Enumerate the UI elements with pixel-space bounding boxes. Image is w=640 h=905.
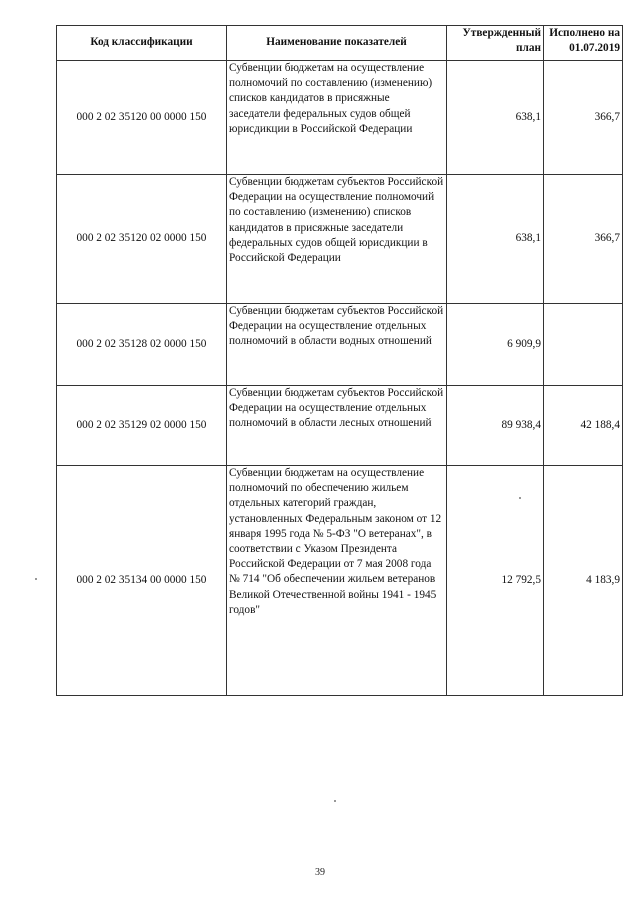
- table-row: [57, 61, 623, 175]
- row-done: [544, 304, 623, 386]
- header-code: Код классификации: [57, 26, 227, 61]
- header-plan: Утвержденный план: [447, 26, 544, 61]
- row-name: Субвенции бюджетам субъектов Российской Федерации на осуществление отдельных полномочий в области водных отношений: [227, 304, 447, 386]
- row-name: Субвенции бюджетам субъектов Российской Федерации на осуществление полномочий по составлению (изменению) списков кандидатов в присяжные заседатели федеральных судов общей юрисдикции в Российской Федерации: [227, 175, 447, 304]
- row-code: 000 2 02 35129 02 0000 150: [57, 386, 227, 466]
- table-header-row: [57, 26, 623, 61]
- row-code: 000 2 02 35120 02 0000 150: [57, 175, 227, 304]
- row-plan: 89 938,4: [447, 386, 544, 466]
- row-plan: 638,1: [447, 175, 544, 304]
- row-done: 366,7: [544, 61, 623, 175]
- row-name: Субвенции бюджетам на осуществление полномочий по составлению (изменению) списков кандидатов в присяжные заседатели федеральных судов общей юрисдикции в Российской Федерации: [227, 61, 447, 175]
- table-row: [57, 304, 623, 386]
- page-number: 39: [315, 867, 325, 878]
- row-code: 000 2 02 35128 02 0000 150: [57, 304, 227, 386]
- row-plan: 6 909,9: [447, 304, 544, 386]
- table-row: [57, 386, 623, 466]
- row-plan: 12 792,5: [447, 466, 544, 696]
- budget-table: [56, 25, 623, 696]
- header-name: Наименование показателей: [227, 26, 447, 61]
- row-code: 000 2 02 35120 00 0000 150: [57, 61, 227, 175]
- row-done: 42 188,4: [544, 386, 623, 466]
- row-done: 366,7: [544, 175, 623, 304]
- row-done: 4 183,9: [544, 466, 623, 696]
- row-code: 000 2 02 35134 00 0000 150: [57, 466, 227, 696]
- scan-speck: [334, 800, 336, 802]
- table-row: [57, 466, 623, 696]
- scan-speck: [519, 497, 521, 499]
- scan-speck: [35, 578, 37, 580]
- row-plan: 638,1: [447, 61, 544, 175]
- row-name: Субвенции бюджетам субъектов Российской Федерации на осуществление отдельных полномочий в области лесных отношений: [227, 386, 447, 466]
- header-done: Исполнено на 01.07.2019: [544, 26, 623, 61]
- row-name: Субвенции бюджетам на осуществление полномочий по обеспечению жильем отдельных категорий граждан, установленных Федеральным законом от 12 января 1995 года № 5-ФЗ "О ветеранах", в соответствии с Указом Президента Российской Федерации от 7 мая 2008 года № 714 "Об обеспечении жильем ветеранов Великой Отечественной войны 1941 - 1945 годов": [227, 466, 447, 696]
- table-row: [57, 175, 623, 304]
